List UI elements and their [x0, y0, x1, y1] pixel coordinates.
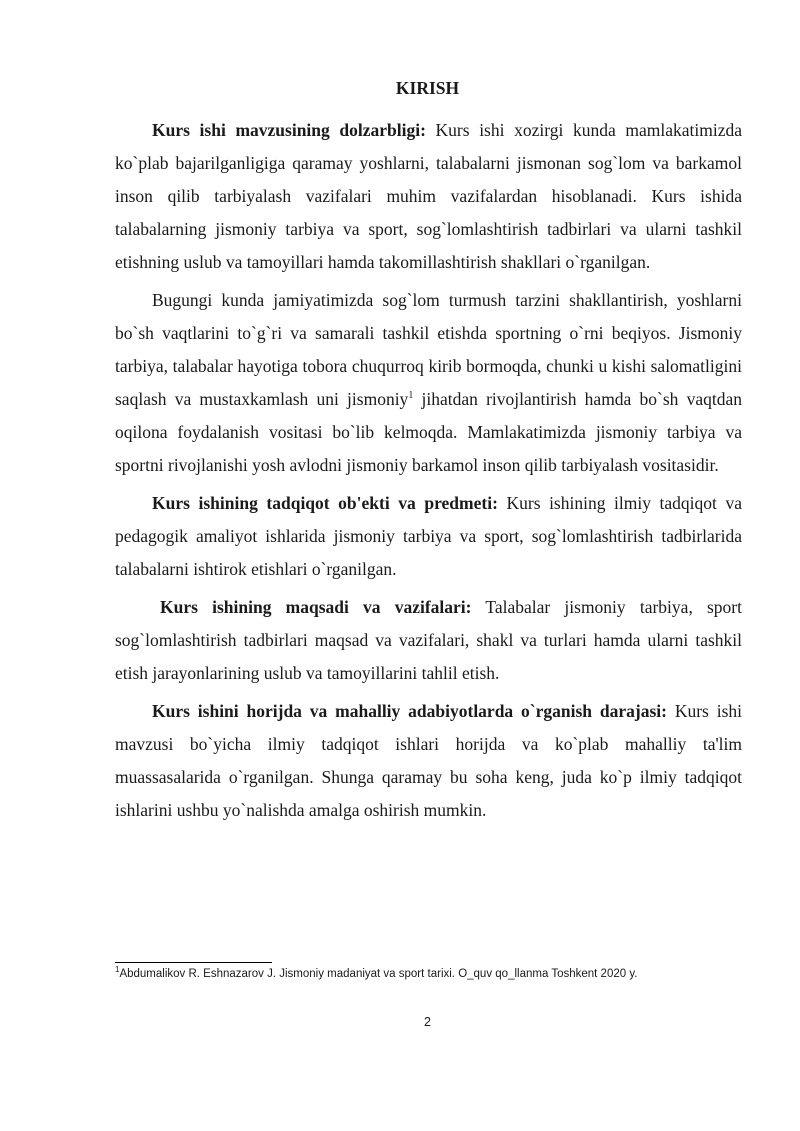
paragraph-lead: Kurs ishining tadqiqot ob'ekti va predmeti: [152, 493, 498, 513]
section-heading: KIRISH [395, 78, 460, 98]
paragraph-lead: Kurs ishini horijda va mahalliy adabiyotlarda o`rganish darajasi: [152, 701, 667, 721]
paragraph-relevance [115, 114, 742, 279]
paragraph-text: jihatdan rivojlantirish hamda bo`sh vaqtdan oqilona foydalanish vositasi bo`lib kelmoqda. Mamlakatimizda jismoniy tarbiya va sportni rivojlanishi yosh avlodni jismoniy barkamol inson qilib tarbiyalash vositasidir. [115, 389, 742, 475]
paragraph-text: Bugungi kunda jamiyatimizda sog`lom turmush tarzini shakllantirish, yoshlarni bo`sh vaqtlarini to`g`ri va samarali tashkil etishda sportning o`rni beqiyos. Jismoniy tarbiya, talabalar hayotiga tobora chuqurroq kirib bormoqda, chunki u kishi salomatligini saqlash va mustaxkamlash uni jismoniy [115, 290, 742, 409]
footnote [115, 966, 755, 982]
body-text [115, 114, 742, 827]
paragraph-object-subject [115, 487, 742, 586]
footnote-divider [115, 962, 272, 963]
paragraph-text: Kurs ishi mavzusi bo`yicha ilmiy tadqiqot ishlari horijda va ko`plab mahalliy ta'lim muassasalarida o`rganilgan. Shunga qaramay bu soha keng, juda ko`p ilmiy tadqiqot ishlarini ushbu yo`nalishda amalga oshirish mumkin. [115, 701, 743, 820]
paragraph-lead: Kurs ishi mavzusining dolzarbligi: [152, 120, 426, 140]
paragraph-context [115, 284, 742, 482]
paragraph-lead: Kurs ishining maqsadi va vazifalari: [160, 597, 472, 617]
paragraph-goals [115, 591, 742, 690]
paragraph-text: Talabalar jismoniy tarbiya, sport sog`lomlashtirish tadbirlari maqsad va vazifalari, shakl va turlari hamda ularni tashkil etish jarayonlarining uslub va tamoyillarini tahlil etish. [115, 597, 743, 683]
footnote-reference[interactable]: 1 [408, 390, 414, 402]
footnote-number: 1 [115, 965, 120, 975]
page-number: 2 [424, 1015, 431, 1029]
paragraph-text: Kurs ishining ilmiy tadqiqot va pedagogik amaliyot ishlarida jismoniy tarbiya va sport, sog`lomlashtirish tadbirlarida talabalarni ishtirok etishlari o`rganilgan. [115, 493, 742, 579]
footnote-text: Abdumalikov R. Eshnazarov J. Jismoniy madaniyat va sport tarixi. O_quv qo_llanma Toshkent 2020 y. [119, 968, 638, 980]
paragraph-literature [115, 695, 742, 827]
paragraph-text: Kurs ishi xozirgi kunda mamlakatimizda ko`plab bajarilganligiga qaramay yoshlarni, talabalarni jismonan sog`lom va barkamol inson qilib tarbiyalash vazifalari muhim vazifalardan hisoblanadi. Kurs ishida talabalarning jismoniy tarbiya va sport, sog`lomlashtirish tadbirlari va ularni tashkil etishning uslub va tamoyillari hamda takomillashtirish shakllari o`rganilgan. [115, 120, 742, 272]
